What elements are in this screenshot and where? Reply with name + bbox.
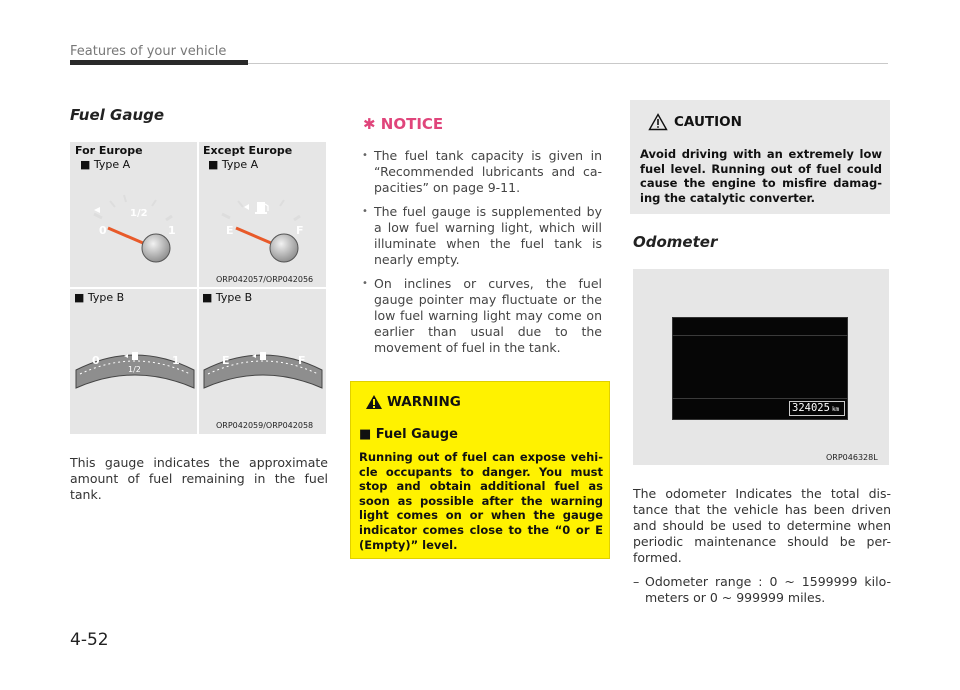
header-rule-thin — [248, 63, 888, 64]
bar-mark-full-letter: F — [298, 354, 306, 367]
caution-text: Avoid driving with an extremely low fuel level. Running out of fuel could cause the engine to misfire damag-ing the catalytic converter. — [640, 147, 882, 205]
label-except-europe: Except Europe — [203, 144, 293, 157]
odometer-readout — [789, 401, 845, 416]
dial-mark-empty-letter: E — [226, 224, 234, 237]
fuel-gauge-heading: Fuel Gauge — [70, 106, 165, 124]
dial-mark-full: 1 — [168, 224, 176, 237]
fuel-bar-gauge-type-b-other — [202, 344, 324, 396]
figure-code-bottom: ORP042059/ORP042058 — [216, 421, 314, 430]
label-type-b-left: ■ Type B — [74, 291, 125, 304]
odometer-unit: km — [831, 406, 840, 413]
label-type-b-right: ■ Type B — [202, 291, 253, 304]
range-text: Odometer range : 0 ~ 1599999 kilo-meters or 0 ~ 999999 miles. — [645, 574, 891, 605]
fuel-bar-gauge-type-b-europe — [74, 344, 196, 396]
bar-mark-empty-letter: E — [222, 354, 230, 367]
running-header: Features of your vehicle — [70, 44, 227, 59]
notice-heading: ✱ NOTICE — [363, 115, 444, 133]
warning-subheading: ■ Fuel Gauge — [359, 427, 458, 442]
odometer-heading: Odometer — [633, 233, 718, 251]
label-type-a-left: ■ Type A — [80, 158, 131, 171]
dial-arrow-icon — [244, 204, 249, 210]
dial-mark-full-letter: F — [296, 224, 304, 237]
dial-mark-half: 1/2 — [130, 208, 148, 219]
display-divider — [672, 335, 848, 336]
notice-item: • On inclines or curves, the fuel gauge pointer may fluctuate or the low fuel warning light may come on earlier than usual due to the movement of fuel in the tank. — [362, 276, 602, 356]
fuel-pump-icon — [255, 202, 268, 214]
range-dash: – — [633, 574, 640, 589]
odometer-range — [633, 574, 891, 606]
fuel-pump-icon — [260, 352, 266, 360]
caution-triangle-icon — [648, 113, 668, 131]
warning-triangle-icon — [365, 394, 383, 410]
caution-box — [630, 100, 890, 214]
warning-heading: WARNING — [387, 394, 461, 410]
odometer-description: The odometer Indicates the total dis-tance that the vehicle has been driven and should be used to determine when periodic maintenance should be per-formed. — [633, 486, 891, 565]
notice-list — [362, 148, 602, 364]
caution-heading: CAUTION — [674, 114, 742, 130]
odometer-figure-code: ORP046328L — [826, 453, 878, 462]
notice-item: • The fuel tank capacity is given in “Recommended lubricants and ca-pacities” on page 9-11. — [362, 148, 602, 196]
fuel-dial-type-a-other — [200, 176, 324, 270]
dial-mark-empty: 0 — [99, 224, 107, 237]
odometer-value: 324025 — [792, 402, 830, 414]
label-for-europe: For Europe — [75, 144, 143, 157]
header-rule-thick — [70, 60, 248, 65]
warning-box — [350, 381, 610, 559]
page-number: 4-52 — [70, 630, 109, 650]
bar-mark-full: 1 — [172, 354, 180, 367]
label-type-a-right: ■ Type A — [208, 158, 259, 171]
fuel-gauge-description: This gauge indicates the approximate amount of fuel remaining in the fuel tank. — [70, 455, 328, 502]
display-divider — [672, 398, 848, 399]
fuel-dial-type-a-europe — [72, 176, 196, 270]
figure-code-top: ORP042057/ORP042056 — [216, 275, 314, 284]
dial-arrow-icon — [94, 207, 100, 213]
warning-text: Running out of fuel can expose vehi-cle occupants to danger. You must stop and obtain additional fuel as soon as possible after the warning light comes on or when the gauge indicator comes close to the “0 or E (Empty)” level. — [359, 450, 603, 552]
bar-mark-half: 1/2 — [128, 365, 141, 374]
fuel-pump-icon — [132, 352, 138, 360]
bar-mark-empty: 0 — [92, 354, 100, 367]
notice-item: • The fuel gauge is supplemented by a low fuel warning light, which will illuminate when the fuel tank is nearly empty. — [362, 204, 602, 268]
figure-divider-horizontal — [70, 287, 326, 289]
